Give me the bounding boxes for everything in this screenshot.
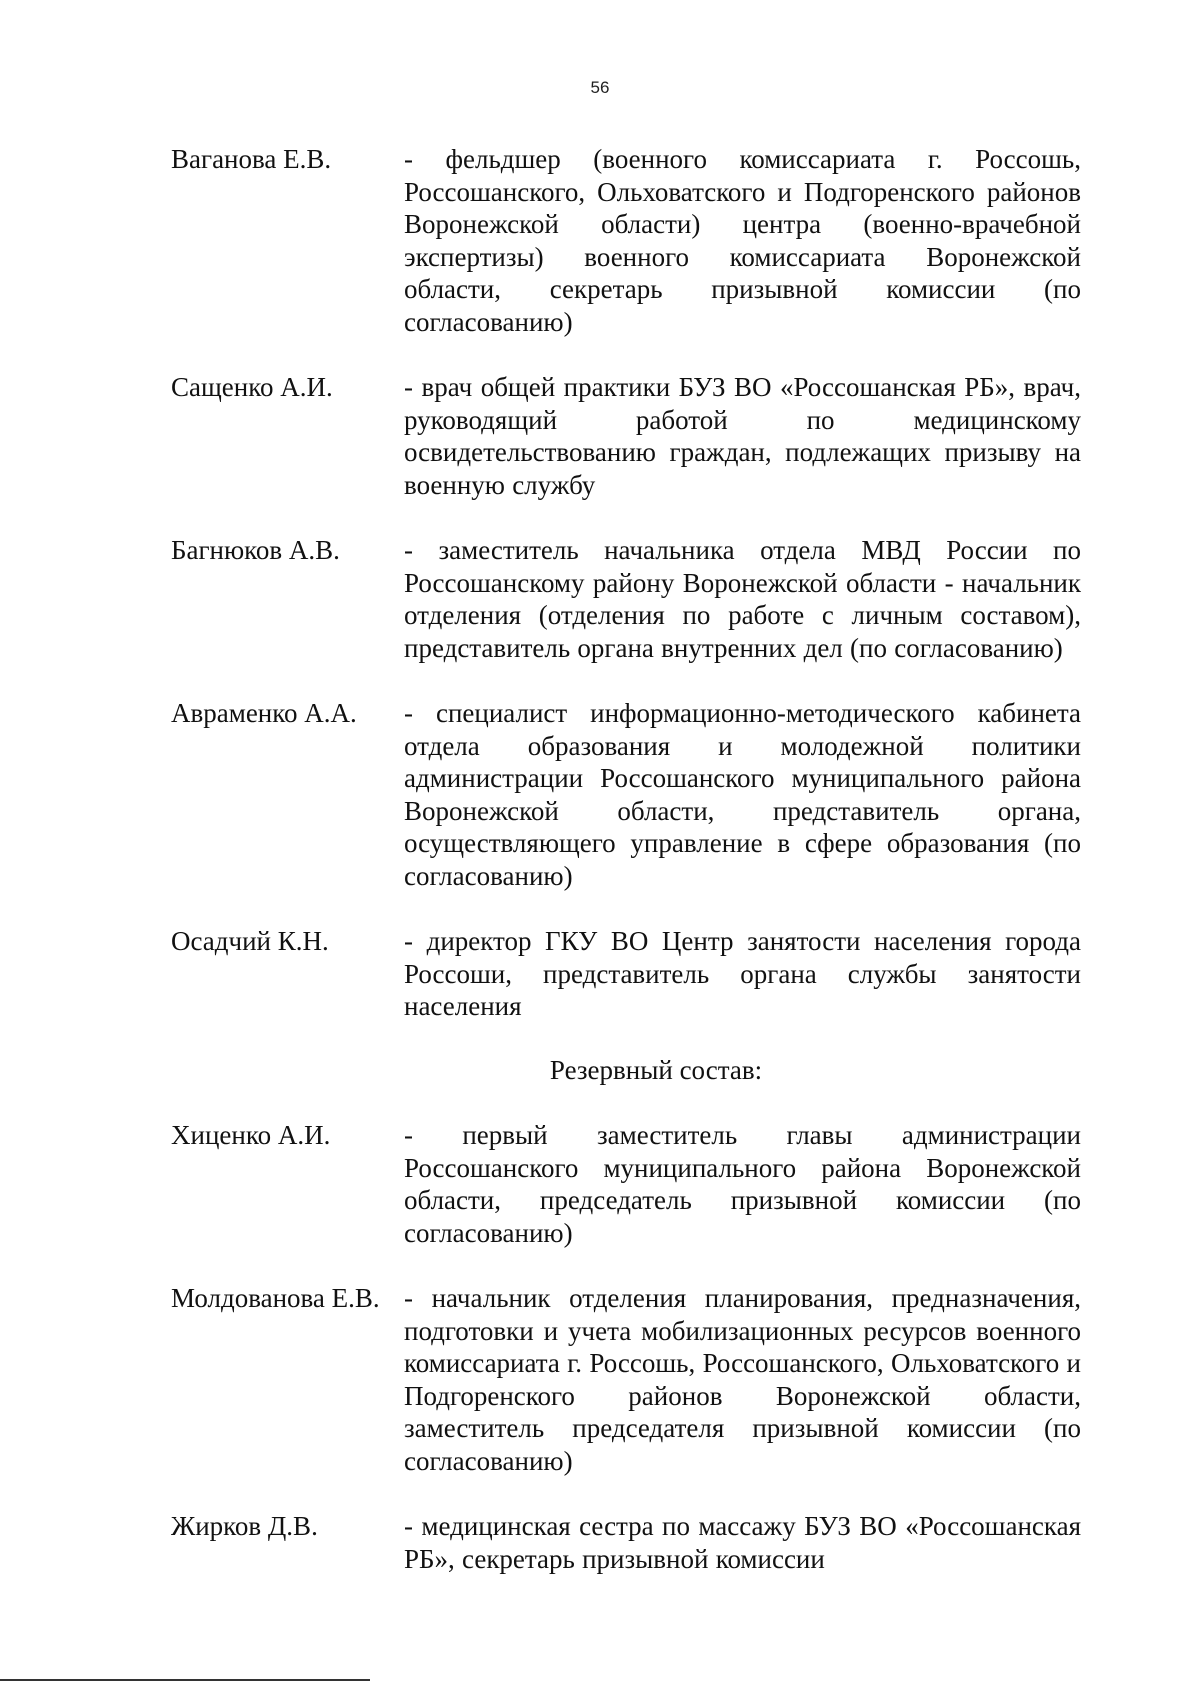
member-position: - первый заместитель главы администрации Россошанского муниципального района Воронежской области, председатель призывной комиссии (по согласованию) bbox=[404, 1120, 1081, 1248]
footer-divider bbox=[0, 1679, 370, 1681]
member-name: Сащенко А.И. bbox=[171, 372, 333, 402]
member-position: - фельдшер (военного комиссариата г. Россошь, Россошанского, Ольховатского и Подгоренского районов Воронежской области) центра (военно-врачебной экспертизы) военного комиссариата Воронежской области, секретарь призывной комиссии (по согласованию) bbox=[404, 144, 1081, 337]
member-name: Осадчий К.Н. bbox=[171, 926, 329, 956]
list-item bbox=[171, 925, 1081, 1023]
list-item bbox=[171, 371, 1081, 501]
member-position: - врач общей практики БУЗ ВО «Россошанская РБ», врач, руководящий работой по медицинскому освидетельствованию граждан, подлежащих призыву на военную службу bbox=[404, 372, 1081, 500]
member-name: Ваганова Е.В. bbox=[171, 144, 332, 174]
member-name: Жирков Д.В. bbox=[171, 1511, 318, 1541]
list-item bbox=[171, 1510, 1081, 1575]
member-name: Хиценко А.И. bbox=[171, 1120, 331, 1150]
reserve-heading: Резервный состав: bbox=[549, 1054, 763, 1085]
list-item bbox=[171, 1282, 1081, 1477]
list-item bbox=[171, 534, 1081, 664]
page-number: 56 bbox=[590, 78, 610, 97]
member-position: - специалист информационно-методического кабинета отдела образования и молодежной политики администрации Россошанского муниципального района Воронежской области, представитель органа, осуществляющего управление в сфере образования (по согласованию) bbox=[404, 698, 1081, 891]
member-position: - медицинская сестра по массажу БУЗ ВО «Россошанская РБ», секретарь призывной комиссии bbox=[404, 1511, 1081, 1574]
member-position: - директор ГКУ ВО Центр занятости населения города Россоши, представитель органа службы занятости населения bbox=[404, 926, 1081, 1021]
member-position: - заместитель начальника отдела МВД России по Россошанскому району Воронежской области - начальник отделения (отделения по работе с личным составом), представитель органа внутренних дел (по согласованию) bbox=[404, 535, 1081, 663]
list-item bbox=[171, 697, 1081, 892]
list-item bbox=[171, 143, 1081, 338]
member-position: - начальник отделения планирования, предназначения, подготовки и учета мобилизационных ресурсов военного комиссариата г. Россошь, Россошанского, Ольховатского и Подгоренского районов Воронежской области, заместитель председателя призывной комиссии (по согласованию) bbox=[404, 1283, 1081, 1476]
member-name: Авраменко А.А. bbox=[171, 698, 357, 728]
commission-list bbox=[171, 143, 1081, 1608]
member-name: Багнюков А.В. bbox=[171, 535, 340, 565]
member-name: Молдованова Е.В. bbox=[171, 1283, 380, 1313]
list-item bbox=[171, 1119, 1081, 1249]
